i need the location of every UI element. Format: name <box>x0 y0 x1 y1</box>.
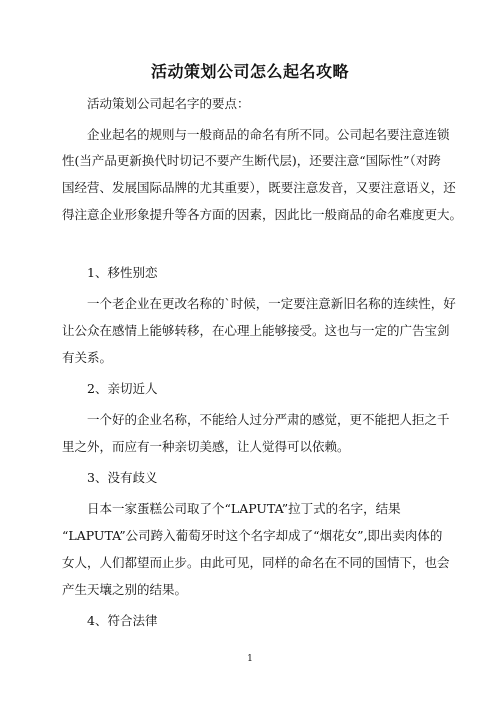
paragraph-line: 性(当产品更新换代时切记不要产生断代层)，还要注意“国际性”（对跨 <box>62 153 441 168</box>
page-title: 活动策划公司怎么起名攻略 <box>150 62 349 81</box>
paragraph-line: “LAPUTA”公司跨入葡萄牙时这个名字却成了“烟花女”,即出卖肉体的 <box>62 528 443 543</box>
paragraph-line: 让公众在感情上能够转移，在心理上能够接受。这也与一定的广告宝剑 <box>62 323 450 338</box>
paragraph-line: 得注意企业形象提升等各方面的因素，因此比一般商品的命名难度更大。 <box>62 207 463 222</box>
section-heading: 2、亲切近人 <box>87 381 158 396</box>
page-number: 1 <box>247 654 253 664</box>
section-heading: 3、没有歧义 <box>87 470 158 485</box>
intro-text: 活动策划公司起名字的要点： <box>87 96 250 111</box>
paragraph-line: 一个老企业在更改名称的`时候，一定要注意新旧名称的连续性，好 <box>87 296 456 311</box>
section-heading: 1、移性别恋 <box>87 265 158 280</box>
section-heading: 4、符合法律 <box>87 613 158 628</box>
paragraph-line: 产生天壤之别的结果。 <box>62 582 188 597</box>
paragraph-line: 一个好的企业名称，不能给人过分严肃的感觉，更不能把人拒之千 <box>87 412 450 427</box>
paragraph-line: 里之外，而应有一种亲切美感，让人觉得可以依赖。 <box>62 439 350 454</box>
paragraph-line: 企业起名的规则与一般商品的命名有所不同。公司起名要注意连锁 <box>87 127 450 142</box>
paragraph-line: 有关系。 <box>62 350 113 365</box>
paragraph-line: 日本一家蛋糕公司取了个“LAPUTA”拉丁式的名字，结果 <box>87 501 401 516</box>
paragraph-line: 国经营、发展国际品牌的尤其重要），既要注意发音，又要注意语义，还 <box>62 180 456 195</box>
paragraph-line: 女人，人们都望而止步。由此可见，同样的命名在不同的国情下，也会 <box>62 555 450 570</box>
